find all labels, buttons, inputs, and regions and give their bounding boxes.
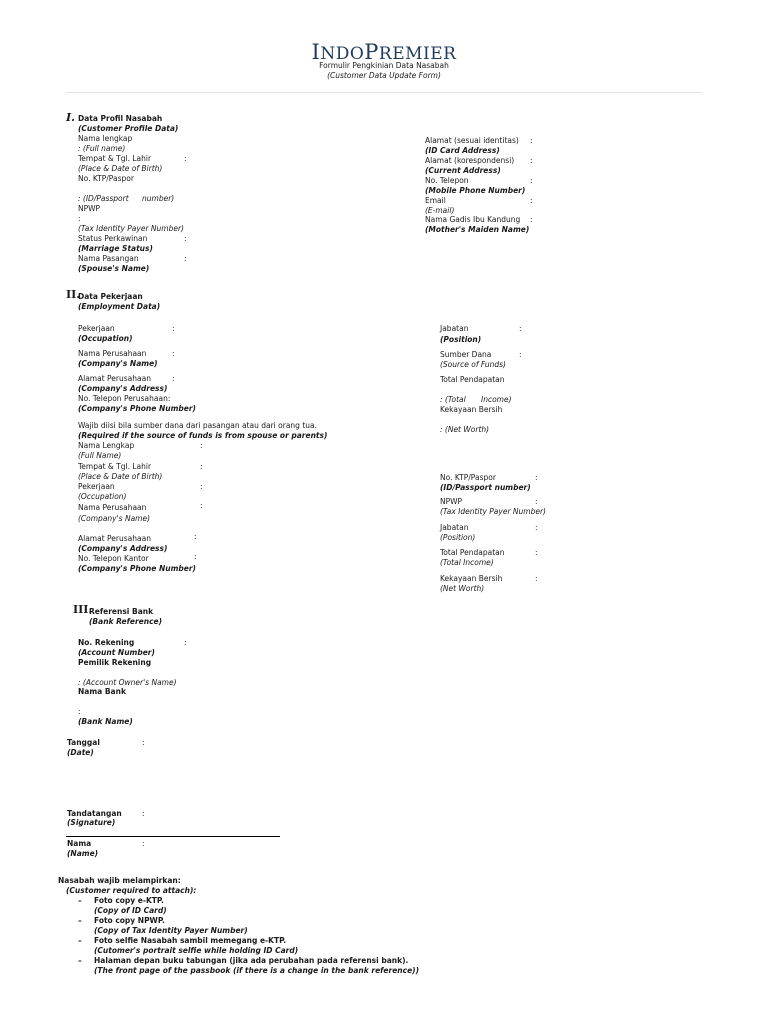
sponsor-note-en: (Required if the source of funds is from spouse or parents): [78, 431, 328, 440]
account-number-label: No. Rekening: [78, 638, 135, 647]
colon: :: [519, 350, 522, 359]
section2-number: II.: [66, 288, 81, 301]
sponsor-npwp-label: NPWP: [440, 497, 463, 506]
sponsor-note: Wajib diisi bila sumber dana dari pasangan atau dari orang tua.: [78, 421, 317, 430]
colon: :: [184, 254, 187, 263]
colon: :: [194, 552, 197, 561]
net-worth-label-en: : (Net Worth): [440, 425, 490, 434]
colon: :: [200, 501, 203, 510]
colon: :: [194, 532, 197, 541]
current-address-label-en: (Current Address): [425, 166, 501, 175]
sponsor-full-name-label: Nama Lengkap: [78, 441, 135, 450]
attachments-title-en: (Customer required to attach):: [66, 886, 197, 895]
colon: :: [535, 548, 538, 557]
colon: :: [535, 497, 538, 506]
source-of-funds-label-en: (Source of Funds): [440, 360, 506, 369]
section2-title: Data Pekerjaan: [78, 292, 143, 301]
sponsor-company-label-en: (Company's Name): [78, 514, 151, 523]
header-divider: [66, 92, 702, 93]
source-of-funds-label: Sumber Dana: [440, 350, 492, 359]
section3-title: Referensi Bank: [89, 607, 154, 616]
attachment-item: Foto selfie Nasabah sambil memegang e-KTP.: [94, 936, 287, 945]
phone-label-en: (Mobile Phone Number): [425, 186, 526, 195]
date-label-en: (Date): [67, 748, 94, 757]
sponsor-income-label: Total Pendapatan: [440, 548, 505, 557]
sponsor-ktp-label: No. KTP/Paspor: [440, 473, 496, 482]
colon: :: [535, 574, 538, 583]
logo-letter-i: I: [311, 40, 321, 64]
sponsor-net-worth-label-en: (Net Worth): [440, 584, 485, 593]
id-address-label: Alamat (sesuai identitas): [425, 136, 519, 145]
company-phone-label: No. Telepon Perusahaan:: [78, 394, 171, 403]
total-income-label: Total Pendapatan: [440, 375, 505, 384]
account-owner-label: Pemilik Rekening: [78, 658, 152, 667]
sponsor-occupation-label: Pekerjaan: [78, 482, 115, 491]
colon: :: [200, 441, 203, 450]
colon: :: [142, 839, 145, 848]
sponsor-office-phone-label-en: (Company's Phone Number): [78, 564, 196, 573]
full-name-label-en: : (Full name): [78, 144, 126, 153]
sponsor-company-label: Nama Perusahaan: [78, 503, 147, 512]
attachment-item: Halaman depan buku tabungan (jika ada perubahan pada referensi bank).: [94, 956, 409, 965]
bullet-dash: –: [78, 936, 82, 945]
signature-line: [66, 836, 280, 837]
total-income-label-en-a: : (Total: [440, 395, 466, 404]
current-address-label: Alamat (korespondensi): [425, 156, 515, 165]
section2-title-en: (Employment Data): [78, 302, 161, 311]
attachment-item-en: (Copy of ID Card): [94, 906, 167, 915]
npwp-label-en: (Tax Identity Payer Number): [78, 224, 184, 233]
company-address-label: Alamat Perusahaan: [78, 374, 151, 383]
sponsor-position-label: Jabatan: [440, 523, 469, 532]
section1-number: I.: [66, 111, 75, 124]
section3-title-en: (Bank Reference): [89, 617, 163, 626]
sponsor-place-dob-label: Tempat & Tgl. Lahir: [78, 462, 152, 471]
signature-label: Tandatangan: [67, 809, 122, 818]
marital-status-label-en: (Marriage Status): [78, 244, 153, 253]
colon: :: [200, 462, 203, 471]
position-label: Jabatan: [440, 324, 469, 333]
ktp-label-en-b: number): [142, 194, 175, 203]
section1-title-en: (Customer Profile Data): [78, 124, 179, 133]
colon: :: [172, 374, 175, 383]
place-dob-label-en: (Place & Date of Birth): [78, 164, 163, 173]
attachments-title: Nasabah wajib melampirkan:: [58, 876, 181, 885]
attachment-item-en: (Cutomer's portrait selfie while holding ID Card): [94, 946, 299, 955]
company-phone-label-en: (Company's Phone Number): [78, 404, 196, 413]
colon: :: [184, 234, 187, 243]
sponsor-income-label-en: (Total Income): [440, 558, 494, 567]
company-name-label: Nama Perusahaan: [78, 349, 147, 358]
colon: :: [530, 176, 533, 185]
colon: :: [535, 523, 538, 532]
sponsor-company-address-label: Alamat Perusahaan: [78, 534, 151, 543]
sponsor-company-address-label-en: (Company's Address): [78, 544, 168, 553]
spouse-name-label: Nama Pasangan: [78, 254, 139, 263]
id-address-label-en: (ID Card Address): [425, 146, 500, 155]
colon: :: [530, 136, 533, 145]
attachment-item: Foto copy NPWP.: [94, 916, 165, 925]
attachment-item: Foto copy e-KTP.: [94, 896, 164, 905]
attachment-item-en: (Copy of Tax Identity Payer Number): [94, 926, 248, 935]
colon: :: [519, 324, 522, 333]
colon: :: [530, 215, 533, 224]
name-label: Nama: [67, 839, 92, 848]
section1-title: Data Profil Nasabah: [78, 114, 163, 123]
occupation-label: Pekerjaan: [78, 324, 115, 333]
place-dob-label: Tempat & Tgl. Lahir: [78, 154, 152, 163]
marital-status-label: Status Perkawinan: [78, 234, 148, 243]
sponsor-npwp-label-en: (Tax Identity Payer Number): [440, 507, 546, 516]
colon: :: [184, 638, 187, 647]
form-title: Formulir Pengkinian Data Nasabah: [319, 61, 449, 70]
occupation-label-en: (Occupation): [78, 334, 133, 343]
company-name-label-en: (Company's Name): [78, 359, 158, 368]
bullet-dash: –: [78, 916, 82, 925]
colon: :: [78, 214, 81, 223]
logo-text-remier: REMIER: [378, 44, 457, 64]
logo-letter-p: P: [364, 40, 379, 64]
form-subtitle: (Customer Data Update Form): [327, 71, 441, 80]
net-worth-label: Kekayaan Bersih: [440, 405, 503, 414]
account-number-label-en: (Account Number): [78, 648, 155, 657]
bullet-dash: –: [78, 956, 82, 965]
colon: :: [142, 809, 145, 818]
mother-maiden-name-label: Nama Gadis Ibu Kandung: [425, 215, 521, 224]
position-label-en: (Position): [440, 335, 482, 344]
colon: :: [530, 196, 533, 205]
account-owner-label-en: : (Account Owner's Name): [78, 678, 177, 687]
total-income-label-en-b: Income): [481, 395, 512, 404]
colon: :: [172, 324, 175, 333]
sponsor-ktp-label-en: (ID/Passport number): [440, 483, 531, 492]
ktp-label: No. KTP/Paspor: [78, 174, 134, 183]
date-label: Tanggal: [67, 738, 100, 747]
colon: :: [535, 473, 538, 482]
colon: :: [142, 738, 145, 747]
signature-label-en: (Signature): [67, 818, 116, 827]
sponsor-position-label-en: (Position): [440, 533, 476, 542]
sponsor-office-phone-label: No. Telepon Kantor: [78, 554, 149, 563]
attachment-item-en: (The front page of the passbook (if there is a change in the bank reference)): [94, 966, 420, 975]
sponsor-occupation-label-en: (Occupation): [78, 492, 127, 501]
colon: :: [78, 707, 81, 716]
sponsor-place-dob-label-en: (Place & Date of Birth): [78, 472, 163, 481]
spouse-name-label-en: (Spouse's Name): [78, 264, 150, 273]
bank-name-label-en: (Bank Name): [78, 717, 133, 726]
logo-text-ndo: NDO: [320, 44, 365, 64]
phone-label: No. Telepon: [425, 176, 469, 185]
section3-number: III.: [73, 603, 93, 616]
name-label-en: (Name): [67, 849, 99, 858]
company-address-label-en: (Company's Address): [78, 384, 168, 393]
bank-name-label: Nama Bank: [78, 687, 126, 696]
colon: :: [172, 349, 175, 358]
email-label-en: (E-mail): [425, 206, 455, 215]
mother-maiden-name-label-en: (Mother's Maiden Name): [425, 225, 530, 234]
full-name-label: Nama lengkap: [78, 134, 133, 143]
sponsor-full-name-label-en: (Full Name): [78, 451, 122, 460]
colon: :: [184, 154, 187, 163]
bullet-dash: –: [78, 896, 82, 905]
colon: :: [530, 156, 533, 165]
sponsor-net-worth-label: Kekayaan Bersih: [440, 574, 503, 583]
colon: :: [200, 482, 203, 491]
npwp-label: NPWP: [78, 204, 101, 213]
email-label: Email: [425, 196, 446, 205]
ktp-label-en-a: : (ID/Passport: [78, 194, 129, 203]
